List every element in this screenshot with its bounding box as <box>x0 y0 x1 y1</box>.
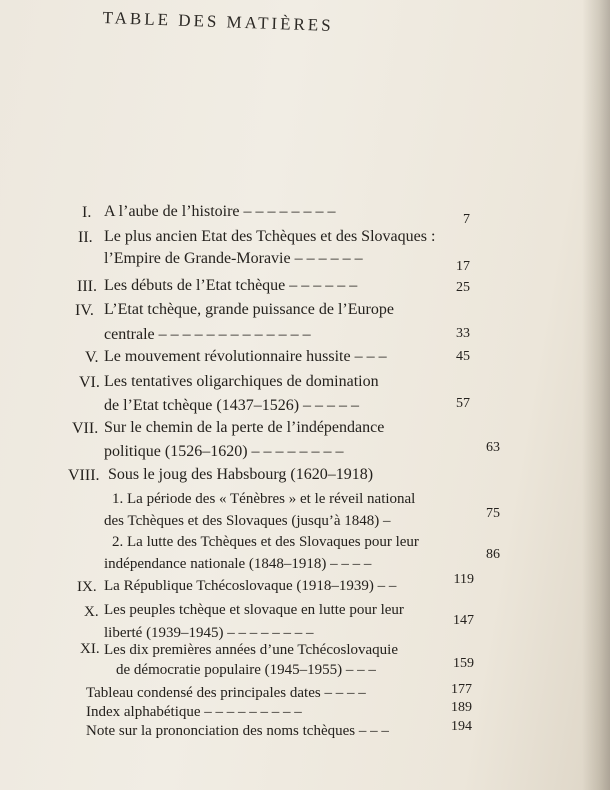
chapter-title-line: Sur le chemin de la perte de l’indépendance <box>104 419 385 436</box>
chapter-number: IX. <box>77 579 97 595</box>
chapter-title-line: Le plus ancien Etat des Tchèques et des Slovaques : <box>104 228 436 245</box>
page-number: 194 <box>451 719 472 734</box>
page-number: 189 <box>451 700 472 715</box>
chapter-title-line: de démocratie populaire (1945–1955) – – – <box>116 662 376 678</box>
chapter-title-line: de l’Etat tchèque (1437–1526) – – – – – <box>104 397 360 414</box>
chapter-number: VI. <box>79 374 100 391</box>
chapter-number: III. <box>77 278 97 295</box>
section-title-line: 1. La période des « Ténèbres » et le réveil national <box>112 491 416 507</box>
chapter-title-line: La République Tchécoslovaque (1918–1939) – – <box>104 578 397 594</box>
chapter-title-line: L’Etat tchèque, grande puissance de l’Europe <box>104 301 394 318</box>
chapter-title-line: liberté (1939–1945) – – – – – – – – <box>104 625 314 641</box>
chapter-title-line: Les tentatives oligarchiques de domination <box>104 373 379 390</box>
chapter-number: XI. <box>80 641 100 657</box>
chapter-title-line: Le mouvement révolutionnaire hussite – – – <box>104 348 387 365</box>
chapter-number: X. <box>84 604 99 620</box>
page-number: 86 <box>486 547 500 562</box>
section-title-line: des Tchèques et des Slovaques (jusqu’à 1848) – <box>104 513 391 529</box>
appendix-title: Tableau condensé des principales dates – – – – <box>86 685 366 701</box>
appendix-title: Index alphabétique – – – – – – – – – <box>86 704 302 720</box>
chapter-number: IV. <box>75 302 94 319</box>
page-number: 75 <box>486 506 500 521</box>
page-number: 7 <box>463 212 470 227</box>
chapter-title-line: l’Empire de Grande-Moravie – – – – – – <box>104 250 363 267</box>
page-number: 17 <box>456 259 470 274</box>
section-title-line: 2. La lutte des Tchèques et des Slovaques pour leur <box>112 534 419 550</box>
chapter-title-line: Les peuples tchèque et slovaque en lutte pour leur <box>104 602 404 618</box>
chapter-title-line: A l’aube de l’histoire – – – – – – – – <box>104 203 336 220</box>
appendix-title: Note sur la prononciation des noms tchèques – – – <box>86 723 389 739</box>
section-title-line: indépendance nationale (1848–1918) – – – – <box>104 556 372 572</box>
chapter-title-line: centrale – – – – – – – – – – – – – <box>104 326 311 343</box>
chapter-title-line: Les débuts de l’Etat tchèque – – – – – – <box>104 277 358 294</box>
page-number: 57 <box>456 396 470 411</box>
chapter-number: I. <box>82 204 92 221</box>
chapter-number: VIII. <box>68 467 100 484</box>
chapter-title-line: Sous le joug des Habsbourg (1620–1918) <box>108 466 374 483</box>
chapter-title-line: Les dix premières années d’une Tchécoslovaquie <box>104 642 398 658</box>
page-number: 159 <box>453 656 474 671</box>
page-number: 33 <box>456 326 470 341</box>
page-number: 119 <box>453 572 474 587</box>
page-number: 45 <box>456 349 470 364</box>
page-number: 177 <box>451 682 472 697</box>
page-number: 25 <box>456 280 470 295</box>
page-number: 63 <box>486 440 500 455</box>
chapter-number: V. <box>85 349 99 366</box>
page-number: 147 <box>453 613 474 628</box>
page-title: TABLE DES MATIÈRES <box>102 8 334 36</box>
chapter-title-line: politique (1526–1620) – – – – – – – – <box>104 443 344 460</box>
chapter-number: VII. <box>72 420 99 437</box>
chapter-number: II. <box>78 229 93 246</box>
